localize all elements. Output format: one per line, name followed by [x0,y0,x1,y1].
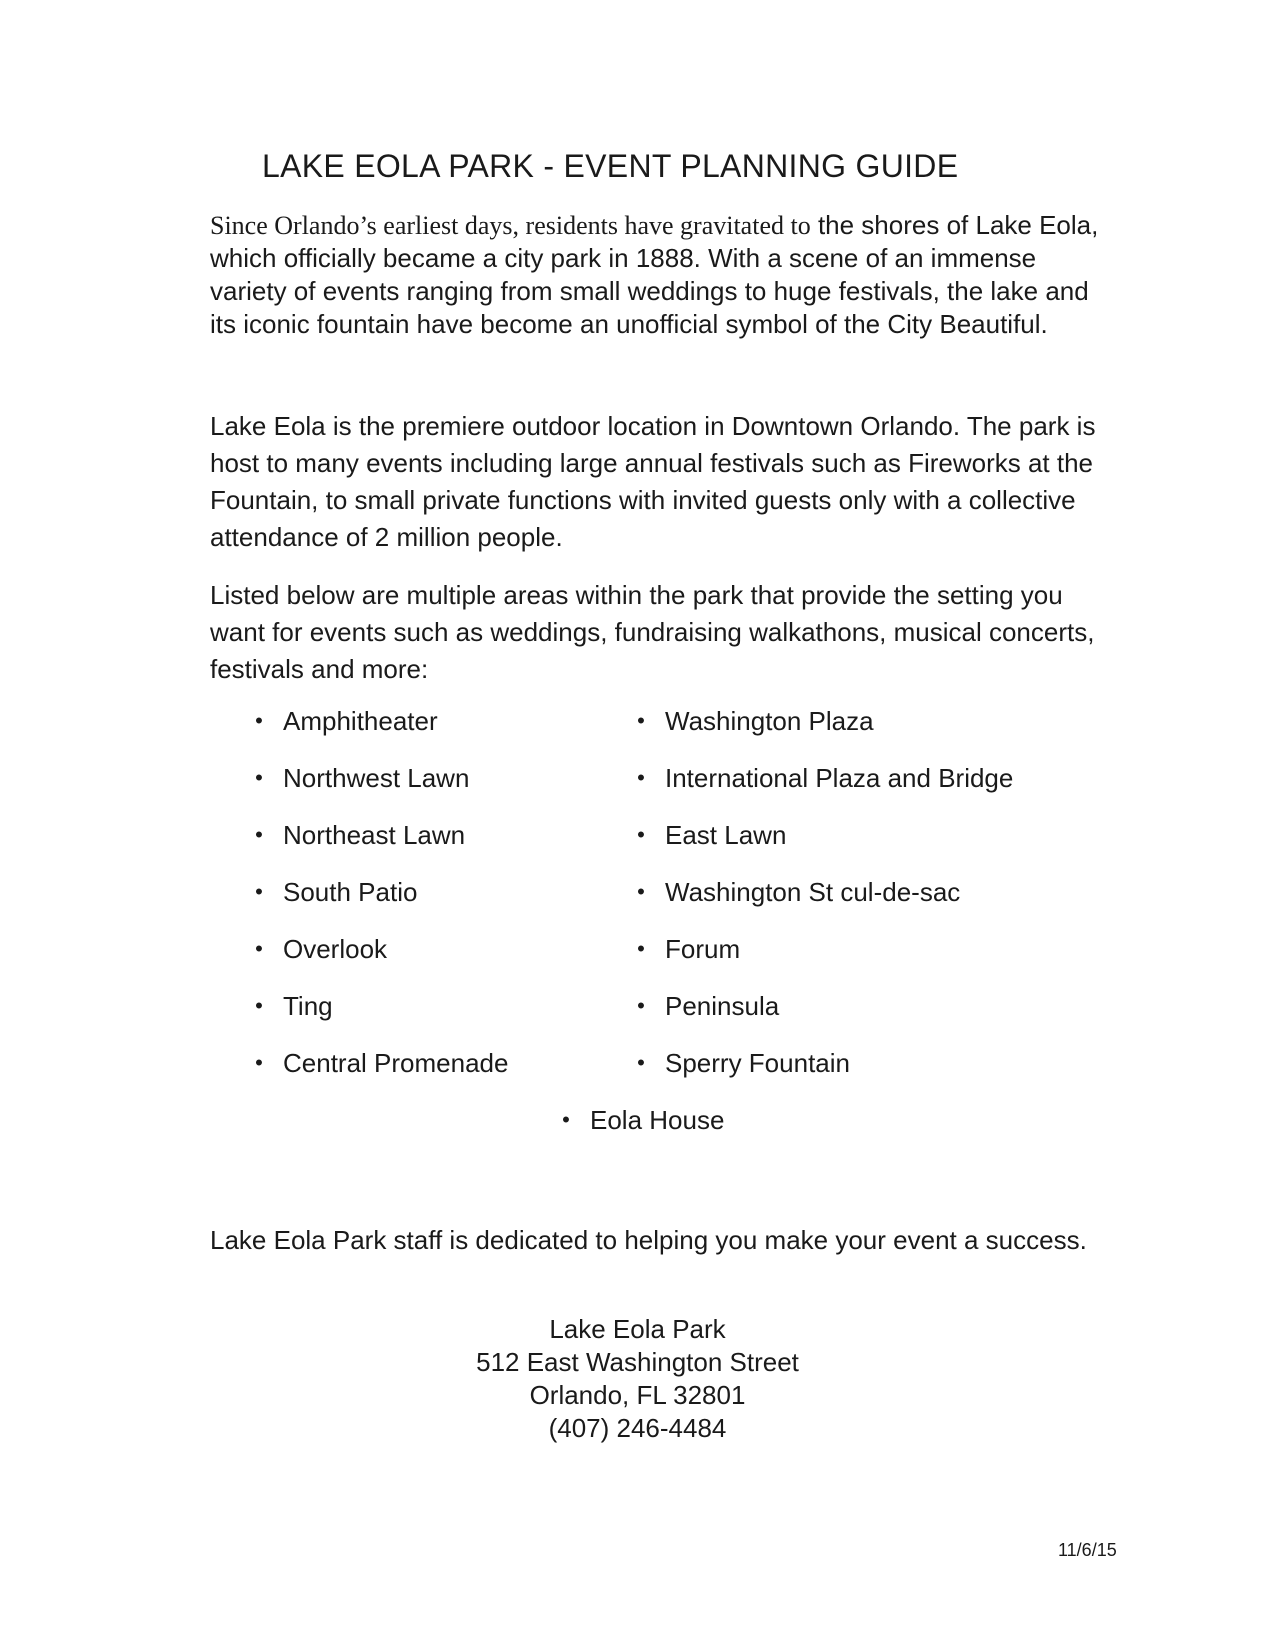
bullet-icon: • [637,708,645,733]
bullet-icon: • [255,708,263,733]
bullet-icon: • [637,879,645,904]
bullet-icon: • [637,1050,645,1075]
list-item [562,1104,725,1136]
area-label: Eola House [590,1105,725,1135]
bullet-icon: • [255,765,263,790]
intro-paragraph [210,209,1110,341]
intro-rest-text: the shores of Lake Eola, which officially became a city park in 1888. With a scene of an immense variety of events ranging from small weddings to huge festivals, the lake and its iconic fountain have become an unofficial symbol of the City Beautiful. [210,210,1099,339]
contact-name: Lake Eola Park [549,1314,726,1344]
bullet-icon: • [637,993,645,1018]
area-label: Sperry Fountain [665,1048,850,1078]
area-label: Ting [283,991,333,1021]
contact-phone: (407) 246-4484 [548,1413,727,1443]
bullet-icon: • [562,1107,570,1132]
list-item [255,990,333,1022]
area-label: Forum [665,934,741,964]
list-item [637,705,874,737]
list-item [637,1047,850,1079]
bullet-icon: • [637,936,645,961]
list-item [637,990,780,1022]
area-label: Washington St cul-de-sac [665,877,961,907]
contact-street: 512 East Washington Street [476,1347,799,1377]
bullet-icon: • [255,879,263,904]
bullet-icon: • [637,822,645,847]
intro-lead-text: Since Orlando’s earliest days, residents have gravitated to [210,211,811,240]
closing-statement: Lake Eola Park staff is dedicated to helping you make your event a success. [210,1225,1087,1255]
bullet-icon: • [255,936,263,961]
list-item [637,819,787,851]
area-label: South Patio [283,877,418,907]
page-title: LAKE EOLA PARK - EVENT PLANNING GUIDE [262,148,959,184]
list-item [255,933,388,965]
area-label: Peninsula [665,991,780,1021]
area-label: Overlook [283,934,388,964]
bullet-icon: • [255,822,263,847]
area-label: East Lawn [665,820,787,850]
contact-city: Orlando, FL 32801 [529,1380,746,1410]
contact-block [0,1313,1275,1445]
overview-paragraph: Lake Eola is the premiere outdoor location in Downtown Orlando. The park is host to many events including large annual festivals such as Fireworks at the Fountain, to small private functions with invited guests only with a collective attendance of 2 million people. [210,411,1096,552]
area-label: Northeast Lawn [283,820,466,850]
area-label: Washington Plaza [665,706,874,736]
areas-intro-paragraph: Listed below are multiple areas within the park that provide the setting you want for events such as weddings, fundraising walkathons, musical concerts, festivals and more: [210,580,1095,684]
list-item [255,819,466,851]
bullet-icon: • [255,993,263,1018]
list-item [255,876,418,908]
list-item [255,1047,509,1079]
area-label: Central Promenade [283,1048,509,1078]
area-label: Northwest Lawn [283,763,470,793]
list-item [637,876,961,908]
bullet-icon: • [255,1050,263,1075]
area-label: Amphitheater [283,706,438,736]
document-date: 11/6/15 [1058,1540,1117,1560]
list-item [255,762,470,794]
bullet-icon: • [637,765,645,790]
list-item [637,933,741,965]
area-label: International Plaza and Bridge [665,763,1014,793]
list-item [637,762,1014,794]
list-item [255,705,438,737]
